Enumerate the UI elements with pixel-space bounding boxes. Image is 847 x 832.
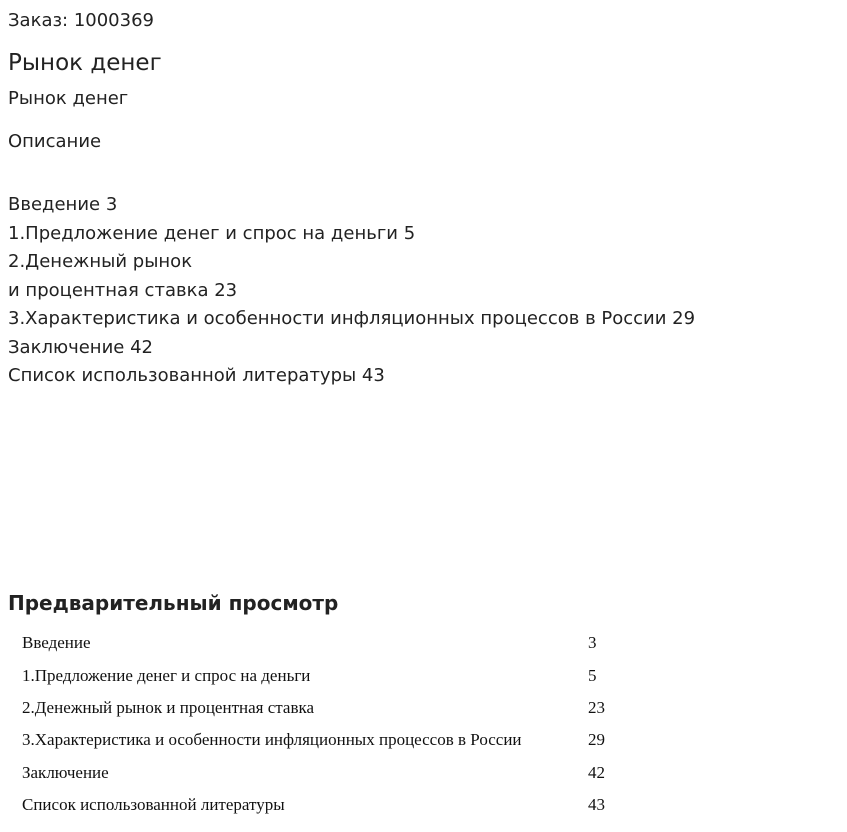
toc-line: Введение 3 xyxy=(8,194,118,215)
table-row xyxy=(22,659,628,691)
row-page: 23 xyxy=(588,697,605,717)
description-label: Описание xyxy=(8,131,102,152)
row-title: 3.Характеристика и особенности инфляционных процессов в России xyxy=(22,730,522,750)
row-title: Введение xyxy=(22,633,91,653)
row-page: 42 xyxy=(588,762,605,782)
row-title: 1.Предложение денег и спрос на деньги xyxy=(22,665,311,685)
description-toc xyxy=(8,191,695,391)
table-row xyxy=(22,757,628,789)
table-row xyxy=(22,724,628,756)
row-title: 2.Денежный рынок и процентная ставка xyxy=(22,697,315,717)
row-page: 3 xyxy=(588,633,597,653)
row-page: 29 xyxy=(588,730,605,750)
toc-line: 3.Характеристика и особенности инфляционных процессов в России 29 xyxy=(8,308,696,329)
toc-line: Заключение 42 xyxy=(8,336,153,358)
page-title: Рынок денег xyxy=(8,50,162,76)
row-page: 5 xyxy=(588,665,597,685)
row-page: 43 xyxy=(588,795,605,815)
toc-line: 2.Денежный рынок xyxy=(8,251,193,272)
toc-line: и процентная ставка 23 xyxy=(8,279,238,301)
toc-line: Список использованной литературы 43 xyxy=(8,365,385,386)
row-title: Список использованной литературы xyxy=(22,795,285,815)
toc-line: 1.Предложение денег и спрос на деньги 5 xyxy=(8,222,416,244)
preview-table xyxy=(22,627,628,821)
row-title: Заключение xyxy=(22,762,109,782)
table-row xyxy=(22,692,628,724)
order-number: Заказ: 1000369 xyxy=(8,10,154,31)
table-row xyxy=(22,627,628,659)
preview-heading: Предварительный просмотр xyxy=(8,591,339,615)
table-row xyxy=(22,789,628,821)
page-subtitle: Рынок денег xyxy=(8,88,129,109)
